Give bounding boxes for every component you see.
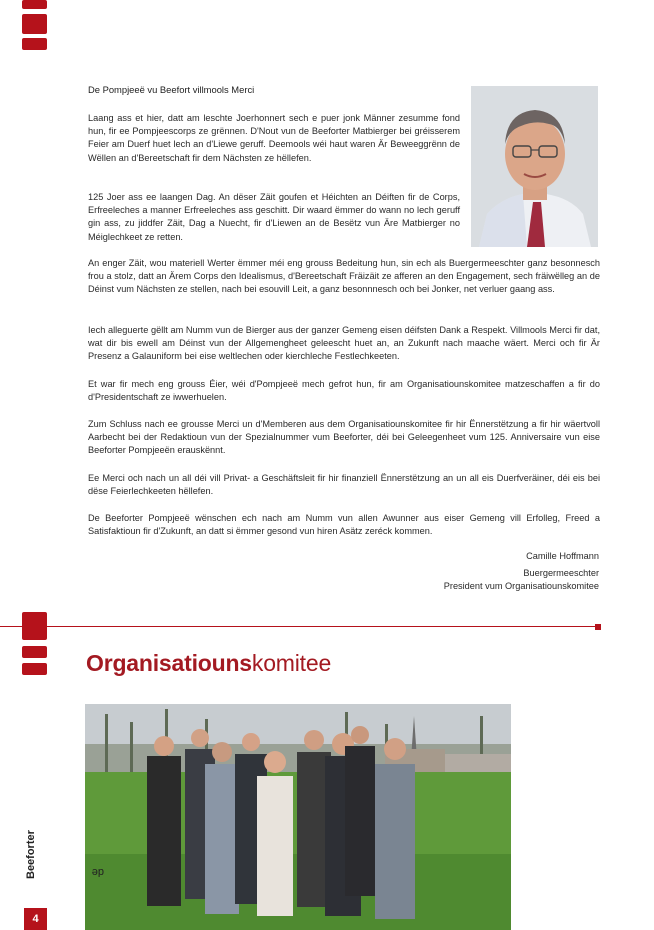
section-divider-end: [595, 624, 601, 630]
page-number: 4: [24, 908, 47, 930]
mayor-portrait: [471, 86, 598, 247]
corner-decoration-bar-1: [22, 14, 47, 34]
signature-role-2: President vum Organisatiounskomitee: [443, 581, 599, 592]
paragraph-8: De Beeforter Pompjeeë wënschen ech nach am Numm vun allen Awunner aus eiser Gemeng vill Erfolleg, Freed a Satisfaktioun fir d'Zukunft, an datt si ëmmer gesond vun hiren Asätz zeréck kommen.: [88, 513, 600, 537]
section-divider: [0, 626, 598, 627]
committee-group-photo: [85, 704, 511, 930]
signature-block: [444, 550, 599, 594]
section-decoration-bar-3: [22, 663, 47, 675]
paragraph-1: Laang ass et hier, datt am leschte Joerhonnert sech e puer jonk Männer zesumme fond hun, fir ee Pompjeescorps ze grënnen. D'Nout vun de Beeforter Matbierger bei gréisserem Feier am Duerf huet lech an d'Liewe geruff. Deemools wéi haut waren Är Beweeggrënn de Wëllen an d'Bereetschaft fir dem Nächsten ze hëllefen.: [88, 113, 460, 163]
paragraph-3: An enger Zäit, wou materiell Werter ëmmer méi eng grouss Bedeitung hun, sin ech als Buergermeeschter ganz besonnesch frou a stolz, datt an Ärem Corps den Idealismus, d'Bereetschaft Fräizäit ze afferen an den Engagement, sech fräiwëlleg an de Déinst vum Nächsten ze stellen, nach bei esouvill Leit, a ganz besonnnesch och bei Jonker, net verluer gaang ass.: [88, 258, 600, 295]
paragraph-4: Iech alleguerte gëllt am Numm vun de Bierger aus der ganzer Gemeng eisen déifsten Dank a Respekt. Villmools Merci fir dat, wat dir bis ewell am Déinst vun der Allgemengheet geleescht huet an, an Zukunft nach maache wäert. Merci och fir Är Presenz a Galauniform bei eise weltlechen oder kierchleche Festlechkeeten.: [88, 325, 600, 362]
signature-role-1: Buergermeeschter: [523, 567, 599, 578]
brand-name: Beeforter: [25, 830, 37, 879]
paragraph-6: Zum Schluss nach ee grousse Merci un d'Memberen aus dem Organisatiounskomitee fir hir Ënnerstëtzung a fir hir wäertvoll Aarbecht bei der Redaktioun vun der Spezialnummer vum Beeforter, déi bei Geleegenheet vum 125. Anniversaire vun eise Beeforter Pompjeeën erauskënnt.: [88, 419, 600, 456]
section-decoration-bar-2: [22, 646, 47, 658]
article-title: De Pompjeeë vu Beefort villmools Merci: [88, 84, 255, 95]
magazine-brand: [24, 800, 104, 880]
section-title-light: komitee: [251, 650, 332, 676]
brand-prefix: de: [91, 866, 104, 878]
section-title: [86, 650, 331, 677]
corner-decoration-bar-2: [22, 38, 47, 50]
corner-decoration-top: [22, 0, 47, 9]
paragraph-7: Ee Merci och nach un all déi vill Privat- a Geschäftsleit fir hir finanziell Ënnerstëtzung an un all eis Duerfveräiner, déi eis bei dëse Feierlechkeeten hëllefen.: [88, 473, 600, 497]
paragraph-5: Et war fir mech eng grouss Éier, wéi d'Pompjeeë mech gefrot hun, fir am Organisatiounskomitee matzeschaffen a fir do d'Presidentschaft ze iwwerhuelen.: [88, 379, 600, 403]
paragraph-2: 125 Joer ass ee laangen Dag. An dëser Zäit goufen et Héichten an Déiften fir de Corps, Erfreeleches a manner Erfreeleches ass geschitt. Dir waard ëmmer do wann no lech geruff gin ass, zu jiddfer Zäit, Dag a Nuecht, fir d'Liewen an de Besëtz vun Äre Matbierger no Méiglechkeet ze retten.: [88, 192, 460, 242]
signature-name: Camille Hoffmann: [526, 551, 599, 561]
section-title-bold: Organisatiouns: [86, 650, 252, 676]
